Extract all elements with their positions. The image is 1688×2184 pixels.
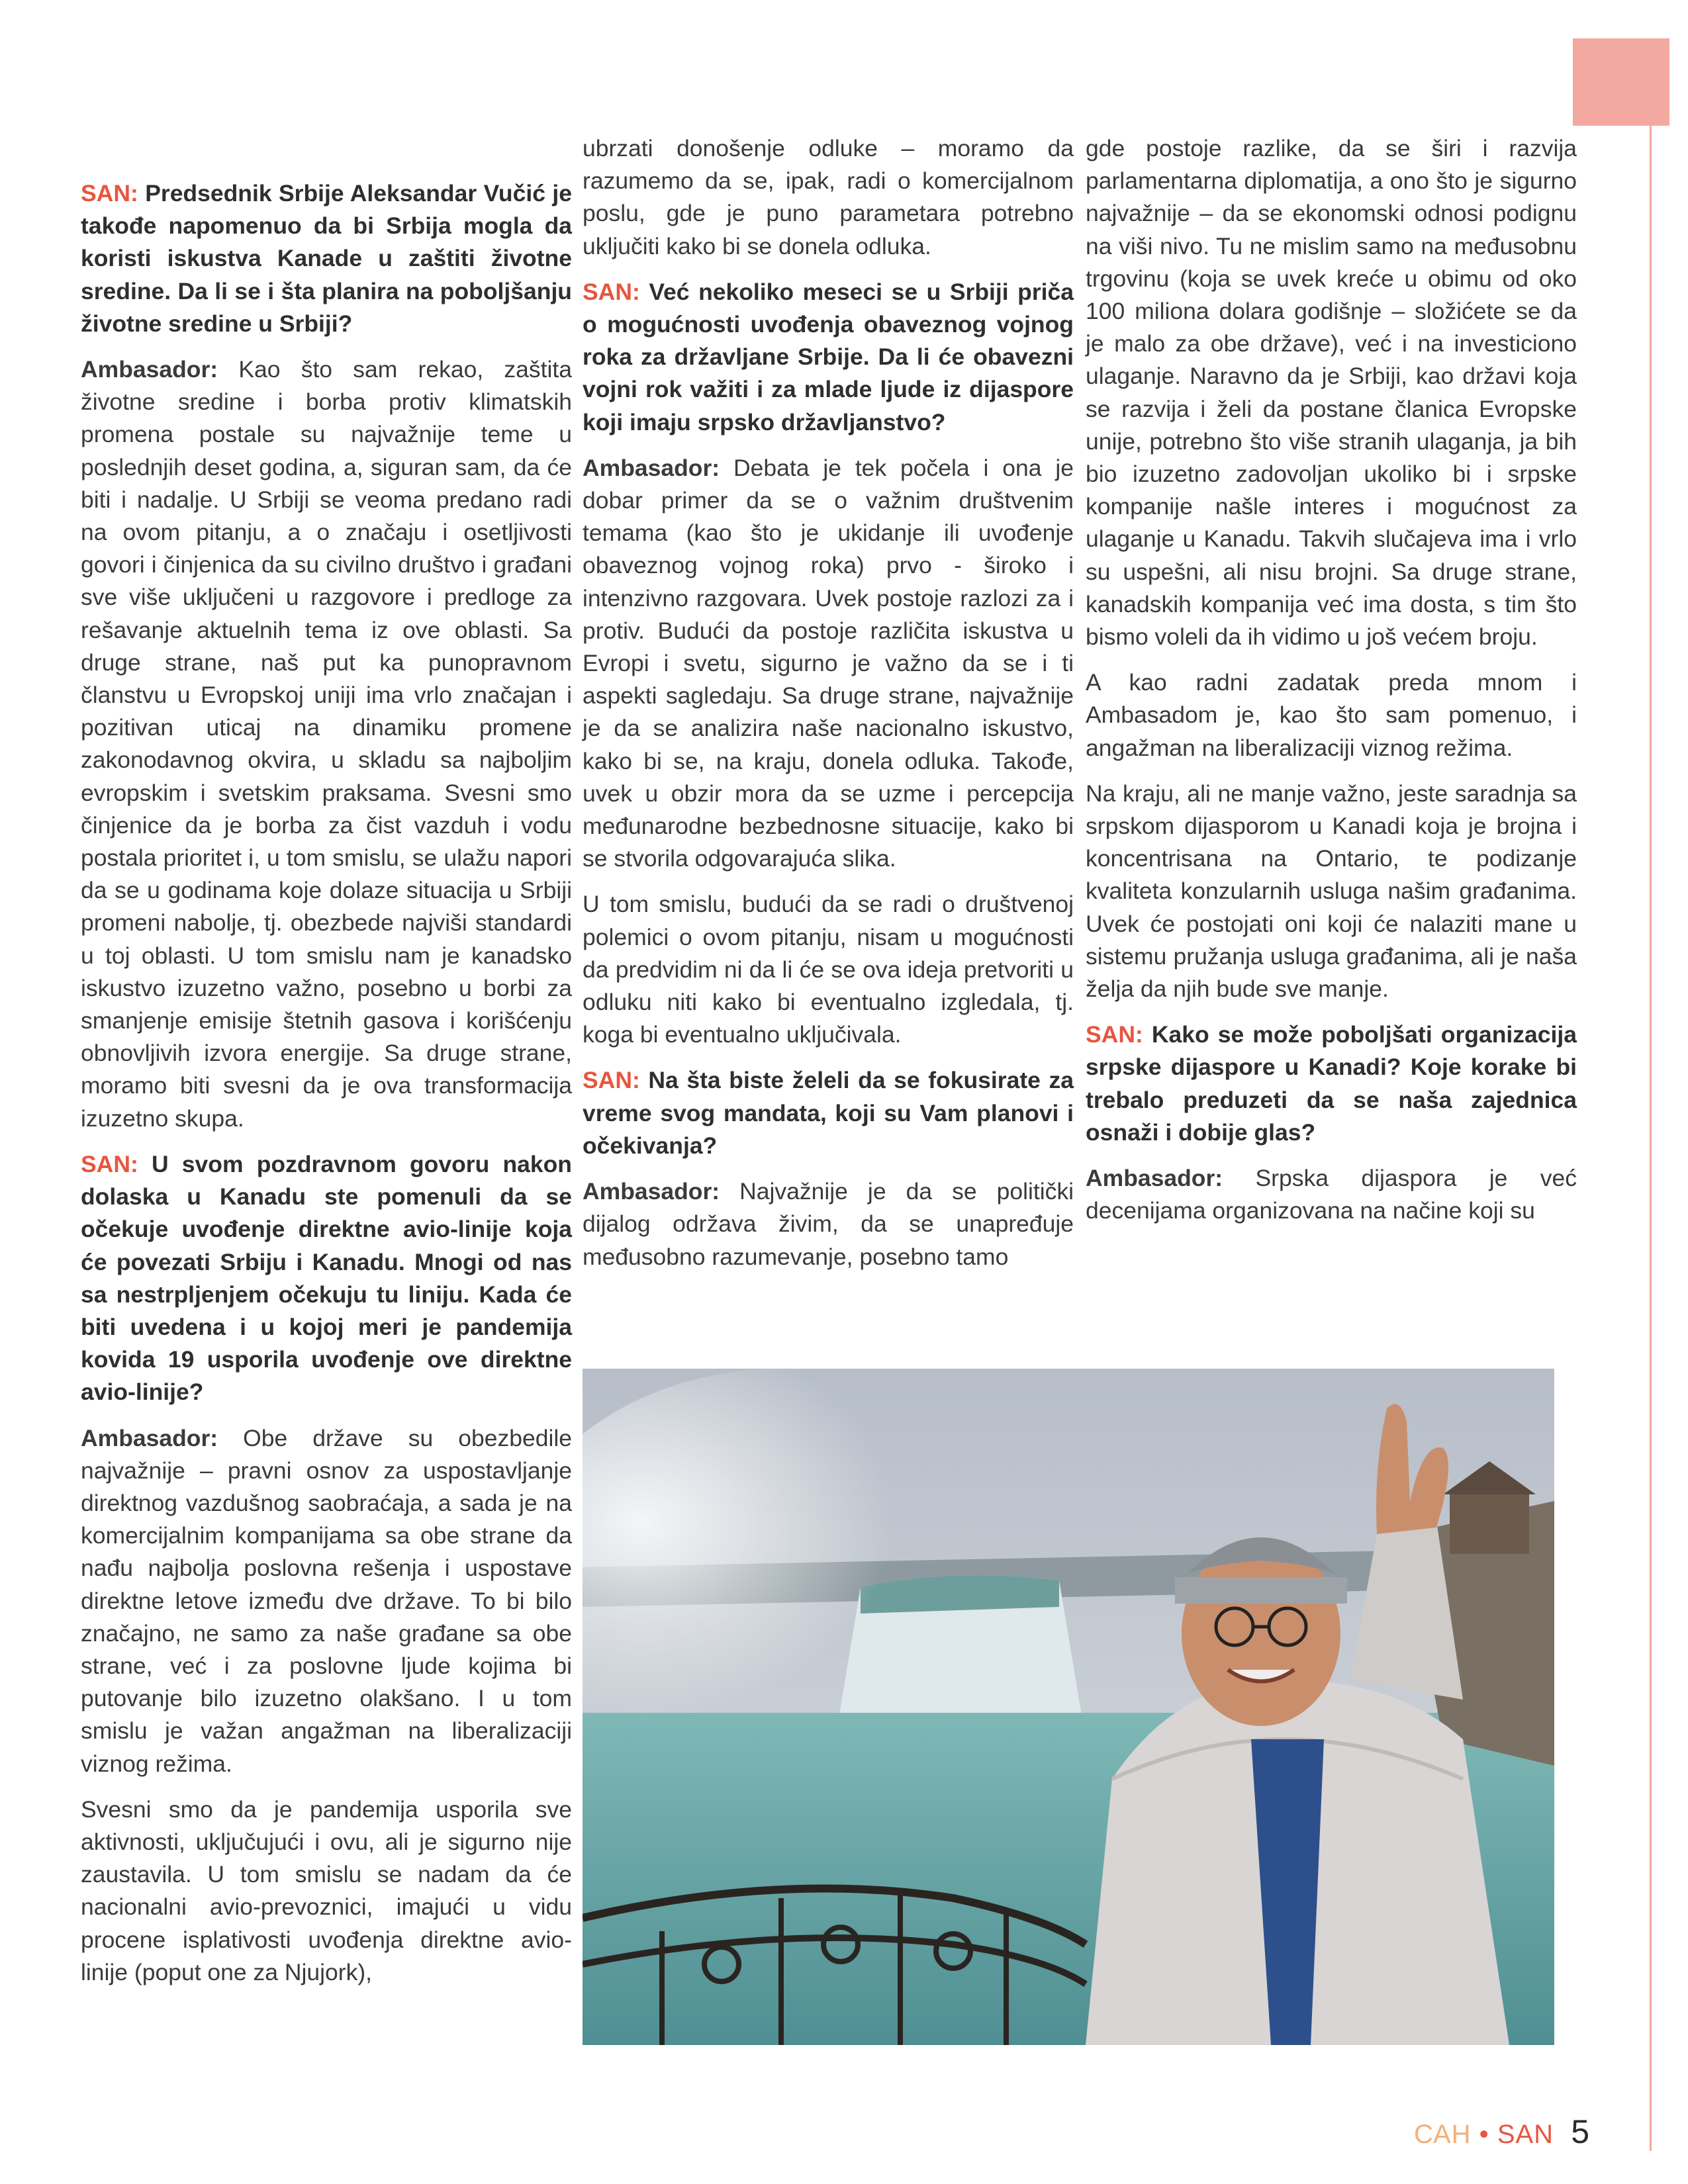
interview-question <box>81 177 572 340</box>
question-text: Već nekoliko meseci se u Srbiji priča o mogućnosti uvođenja obaveznog vojnog roka za državljane Srbije. Da li će obavezni vojni rok važiti i za mlade ljude iz dijaspore koji imaju srpsko državljanstvo? <box>583 278 1074 435</box>
body-paragraph: gde postoje razlike, da se širi i razvija parlamentarna diplomatija, a ono što je sigurno najvažnije – da se ekonomski odnosi podignu na viši nivo. Tu ne mislim samo na međusobnu trgovinu (koja se uvek kreće u obimu od oko 100 miliona dolara godišnje – složićete se da je malo za obe države), već i na investiciono ulaganje. Naravno da je Srbiji, kao državi koja se razvija i želi da postane članica Evropske unije, potrebno što više stranih ulaganja, ja bih bio izuzetno zadovoljan ukoliko bi i srpske kompanije našle interes i mogućnost za ulaganje u Kanadu. Takvih slučajeva ima i vrlo su uspešni, ali nisu brojni. Sa druge strane, kanadskih kompanija već ima dosta, s tim što bismo voleli da ih vidimo u još većem broju. <box>1086 135 1577 651</box>
question-tag: SAN: <box>81 180 138 206</box>
footer-cyrillic: САН <box>1413 2120 1472 2149</box>
speaker-label: Ambasador: <box>81 1424 218 1451</box>
interview-answer <box>81 353 572 1135</box>
question-tag: SAN: <box>81 1150 138 1177</box>
column-1 <box>81 177 572 2002</box>
body-paragraph: A kao radni zadatak preda mnom i Ambasadom je, kao što sam pomenuo, i angažman na liberalizaciji viznog režima. <box>1086 669 1577 761</box>
column-3 <box>1086 132 1577 1241</box>
answer-text: Debata je tek počela i ona je dobar primer da se o važnim društvenim temama (kao što je ukidanje ili uvođenje obaveznog vojnog roka) prvo - široko i intenzivno razgovara. Uvek postoje razlozi za i protiv. Budući da postoje različita iskustva u Evropi i svetu, sigurno je važno da se i ti aspekti sagledaju. Sa druge strane, najvažnije je da se analizira naše nacionalno iskustvo, kako bi se, na kraju, donela odluka. Takođe, uvek u obzir mora da se uzme i percepcija međunarodne bezbednosne situacije, kako bi se stvorila odgovarajuća slika. <box>583 454 1074 872</box>
answer-text: Obe države su obezbedile najvažnije – pravni osnov za uspostavljanje direktnog vazdušnog saobraćaja, a sada je na komercijalnim kompanijama sa obe strane da nađu najbolja poslovna rešenja i uspostave direktne letove između dve države. To bi bilo značajno, ne samo za naše građane sa obe strane, već i za poslovne ljude kojima bi putovanje bilo izuzetno olakšano. I u tom smislu je važan angažman na liberalizaciji viznog režima. <box>81 1424 572 1777</box>
body-paragraph: U tom smislu, budući da se radi o društvenoj polemici o ovom pitanju, nisam u mogućnosti da predvidim ni da li će se ova ideja pretvoriti u odluku niti kako bi eventualno izgledala, tj. koga bi eventualno uključivala. <box>583 891 1074 1048</box>
interview-question <box>81 1148 572 1409</box>
interview-answer <box>81 1422 572 1780</box>
speaker-label: Ambasador: <box>583 1178 720 1205</box>
speaker-label: Ambasador: <box>583 454 720 481</box>
interview-question <box>583 1064 1074 1162</box>
speaker-label: Ambasador: <box>81 356 218 383</box>
question-text: U svom pozdravnom govoru nakon dolaska u Kanadu ste pomenuli da se očekuje uvođenje direktne avio-linije koja će povezati Srbiju i Kanadu. Mnogi od nas sa nestrpljenjem očekuju tu liniju. Kada će biti uvedena i u kojoj meri je pandemija kovida 19 usporila uvođenje ove direktne avio-linije? <box>81 1150 572 1406</box>
interview-answer <box>583 452 1074 876</box>
question-text: Na šta biste želeli da se fokusirate za vreme svog mandata, koji su Vam planovi i očekivanja? <box>583 1067 1074 1159</box>
page-edge-rule <box>1650 126 1652 2151</box>
corner-color-tab <box>1573 38 1669 126</box>
interview-answer <box>583 1175 1074 1273</box>
body-paragraph: Svesni smo da je pandemija usporila sve aktivnosti, uključujući i ovu, ali je sigurno nije zaustavila. U tom smislu se nadam da će nacionalni avio-prevoznici, imajući u vidu procene isplativosti uvođenja direktne avio-linije (poput one za Njujork), <box>81 1796 572 1985</box>
interview-question <box>1086 1019 1577 1149</box>
question-tag: SAN: <box>583 1067 640 1094</box>
question-text: Predsednik Srbije Aleksandar Vučić je takođe napomenuo da bi Srbija mogla da koristi iskustva Kanade u zaštiti životne sredine. Da li se i šta planira na poboljšanju životne sredine u Srbiji? <box>81 180 572 337</box>
answer-text: Kao što sam rekao, zaštita životne sredine i borba protiv klimatskih promena postale su najvažnije teme u poslednjih deset godina, a, siguran sam, da će biti i nadalje. U Srbiji se veoma predano radi na ovom pitanju, a o značaju i osetljivosti govori i činjenica da su civilno društvo i građani sve više uključeni u razgovore i predloge za rešavanje aktuelnih tema iz ove oblasti. Sa druge strane, naš put ka punopravnom članstvu u Evropskoj uniji ima vrlo značajan i pozitivan uticaj na dinamiku promene zakonodavnog okvira, u skladu sa najboljim evropskim i svetskim praksama. Svesni smo činjenice da je borba za čist vazduh i vodu postala prioritet i, u tom smislu, se ulažu napori da se u godinama koje dolaze situacija u Srbiji promeni nabolje, tj. obezbede najviši standardi u toj oblasti. U tom smislu nam je kanadsko iskustvo izuzetno važno, posebno u borbi za smanjenje emisije štetnih gasova i korišćenju obnovljivih izvora energije. Sa druge strane, moramo biti svesni da je ova transformacija izuzetno skupa. <box>81 356 572 1132</box>
page-number: 5 <box>1571 2113 1590 2150</box>
body-paragraph: Na kraju, ali ne manje važno, jeste saradnja sa srpskom dijasporom u Kanadi koja je brojna i koncentrisana na Ontario, te podizanje kvaliteta konzularnih usluga našim građanima. Uvek će postojati oni koji će nalaziti mane u sistemu pružanja usluga građanima, ali je naša želja da njih bude sve manje. <box>1086 780 1577 1003</box>
column-2 <box>583 132 1074 1287</box>
footer-latin: SAN <box>1497 2120 1554 2149</box>
body-paragraph: ubrzati donošenje odluke – moramo da razumemo da se, ipak, radi o komercijalnom poslu, gde je puno parametara potrebno uključiti kako bi se donela odluka. <box>583 135 1074 259</box>
interview-answer <box>1086 1162 1577 1227</box>
interview-question <box>583 276 1074 439</box>
photo-ambassador-niagara-falls <box>583 1369 1554 2045</box>
answer-text: Najvažnije je da se politički dijalog održava živim, da se unapređuje međusobno razumevanje, posebno tamo <box>583 1178 1074 1270</box>
speaker-label: Ambasador: <box>1086 1165 1223 1192</box>
question-tag: SAN: <box>583 278 640 305</box>
question-text: Kako se može poboljšati organizacija srpske dijaspore u Kanadi? Koje korake bi trebalo preduzeti da se naša zajednica osnaži i dobije glas? <box>1086 1021 1577 1146</box>
question-tag: SAN: <box>1086 1021 1143 1048</box>
page-footer <box>1414 2113 1590 2151</box>
footer-bullet: • <box>1479 2120 1489 2149</box>
answer-text: Srpska dijaspora je već decenijama organizovana na načine koji su <box>1086 1165 1577 1224</box>
